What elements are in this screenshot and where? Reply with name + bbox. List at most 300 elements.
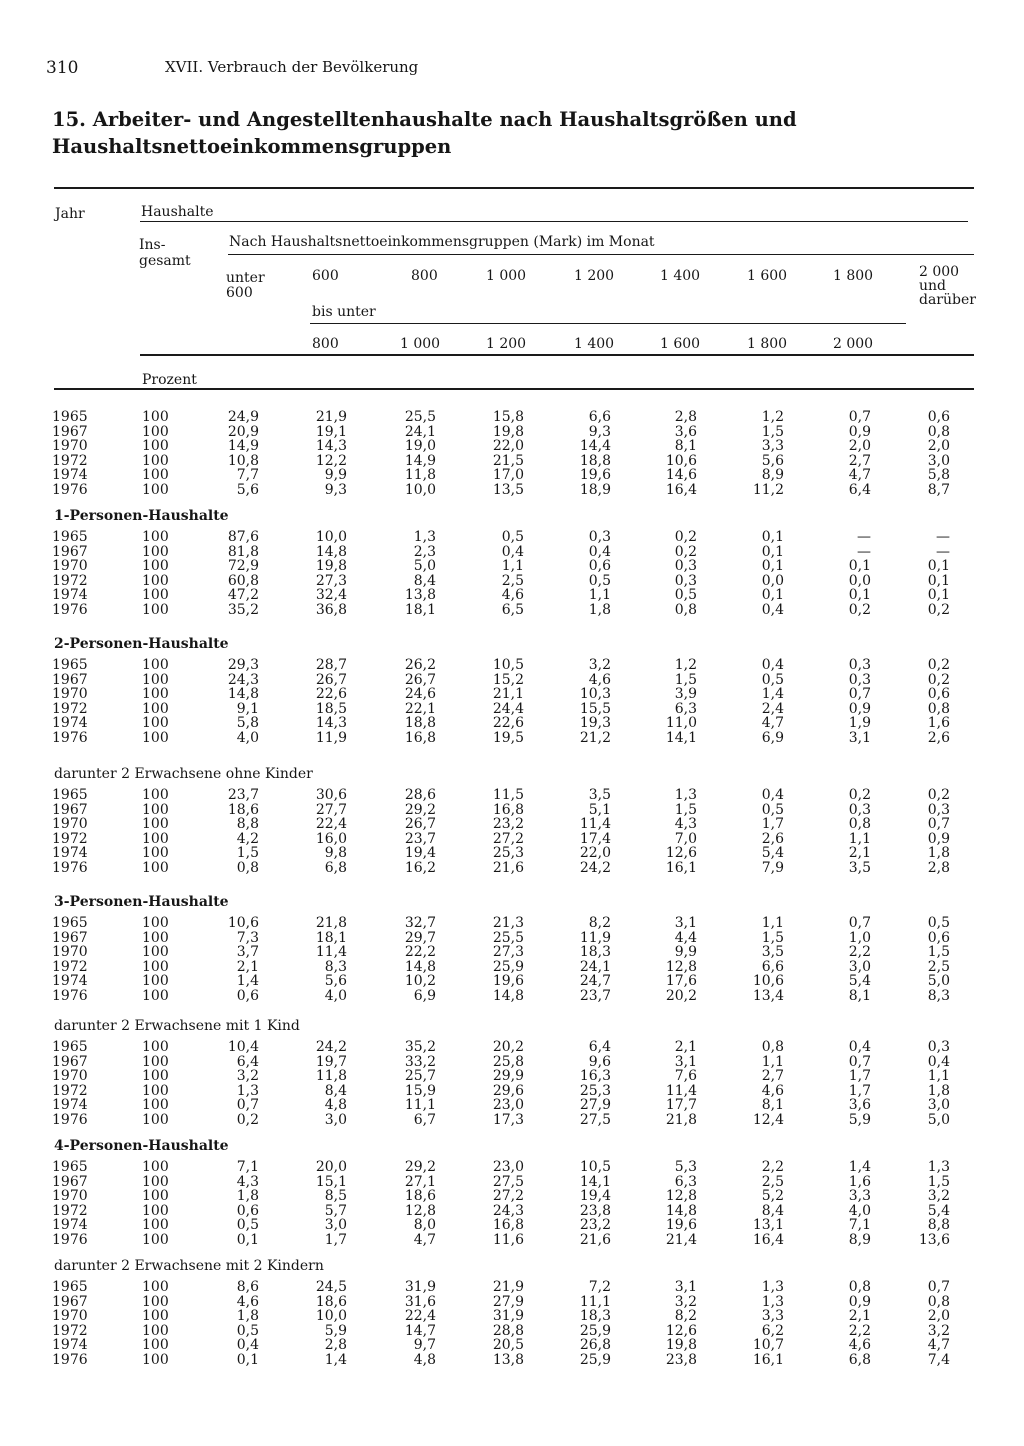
value-cell: 4,3: [236, 1173, 259, 1190]
year-cell: 1967: [52, 929, 88, 946]
year-cell: 1967: [52, 1053, 88, 1070]
value-cell: 1,3: [413, 529, 436, 545]
value-cell: 1,1: [501, 558, 524, 574]
year-cell: 1970: [52, 1308, 88, 1324]
value-cell: 1,9: [848, 715, 871, 731]
value-cell: 10,6: [752, 973, 784, 989]
value-cell: 22,6: [315, 686, 347, 702]
year-cell: 1965: [52, 529, 88, 545]
value-cell: 7,4: [927, 1351, 950, 1368]
value-cell: 27,9: [492, 1293, 524, 1310]
value-cell: 8,9: [761, 467, 784, 483]
table-top-rule: [54, 187, 974, 189]
value-cell: 60,8: [227, 572, 259, 589]
value-cell: 19,3: [579, 715, 611, 731]
year-cell: 1965: [52, 657, 88, 673]
year-cell: 1974: [52, 715, 88, 731]
value-cell: 1,1: [848, 830, 871, 847]
value-cell: 6,2: [761, 1322, 784, 1339]
value-cell: 23,0: [492, 1097, 524, 1113]
value-cell: 0,2: [927, 657, 950, 673]
value-cell: 21,6: [579, 1231, 611, 1248]
value-cell: 0,1: [236, 1351, 259, 1368]
value-cell: 31,9: [492, 1308, 524, 1324]
value-cell: 3,1: [848, 729, 871, 746]
value-cell: 0,5: [588, 572, 611, 589]
header-2000-und-darueber: 2 000 und darüber: [919, 264, 976, 308]
value-cell: 1,2: [674, 657, 697, 673]
value-cell: 13,1: [752, 1217, 784, 1233]
year-cell: 1972: [52, 1202, 88, 1219]
value-cell: 8,9: [848, 1231, 871, 1248]
total-cell: 100: [142, 944, 169, 960]
value-cell: 29,7: [404, 929, 436, 946]
value-cell: 3,0: [927, 1097, 950, 1113]
value-cell: 0,4: [848, 1039, 871, 1055]
value-cell: 2,5: [501, 572, 524, 589]
value-cell: 8,1: [848, 987, 871, 1004]
value-cell: 8,8: [927, 1217, 950, 1233]
value-cell: 1,8: [236, 1188, 259, 1204]
value-cell: 11,0: [665, 715, 697, 731]
value-cell: 15,9: [404, 1082, 436, 1099]
total-cell: 100: [142, 1217, 169, 1233]
value-cell: 28,8: [492, 1322, 524, 1339]
value-cell: 21,8: [315, 915, 347, 931]
value-cell: 36,8: [315, 601, 347, 618]
value-cell: 21,2: [579, 729, 611, 746]
year-cell: 1972: [52, 830, 88, 847]
value-cell: 1,5: [761, 929, 784, 946]
total-cell: 100: [142, 816, 169, 832]
value-cell: 0,7: [848, 686, 871, 702]
total-cell: 100: [142, 830, 169, 847]
value-cell: 3,2: [588, 657, 611, 673]
value-cell: 0,8: [927, 1293, 950, 1310]
value-cell: 12,8: [404, 1202, 436, 1219]
value-cell: 10,6: [227, 915, 259, 931]
total-cell: 100: [142, 543, 169, 560]
value-cell: 4,8: [413, 1351, 436, 1368]
value-cell: 0,5: [761, 801, 784, 818]
value-cell: 0,8: [761, 1039, 784, 1055]
header-insgesamt: Ins- gesamt: [139, 237, 191, 269]
value-cell: 3,5: [848, 859, 871, 876]
value-cell: 2,8: [927, 859, 950, 876]
value-cell: 32,7: [404, 915, 436, 931]
value-cell: 22,2: [404, 944, 436, 960]
value-cell: 11,1: [404, 1097, 436, 1113]
value-cell: 3,7: [236, 944, 259, 960]
value-cell: 18,3: [579, 1308, 611, 1324]
value-cell: 16,4: [665, 481, 697, 498]
header-upper-bound: 1 200: [486, 336, 527, 352]
header-bis-unter: bis unter: [312, 304, 376, 320]
value-cell: 1,6: [927, 715, 950, 731]
total-cell: 100: [142, 572, 169, 589]
year-cell: 1970: [52, 1188, 88, 1204]
value-cell: 10,0: [315, 1308, 347, 1324]
total-cell: 100: [142, 1159, 169, 1175]
value-cell: 26,7: [315, 671, 347, 688]
value-cell: 0,9: [927, 830, 950, 847]
value-cell: 2,5: [761, 1173, 784, 1190]
total-cell: 100: [142, 845, 169, 861]
year-cell: 1972: [52, 452, 88, 469]
value-cell: 25,3: [492, 845, 524, 861]
year-cell: 1970: [52, 1068, 88, 1084]
header-lower-bound: 1 400: [660, 268, 701, 284]
value-cell: 0,2: [236, 1111, 259, 1128]
value-cell: 21,9: [315, 409, 347, 425]
value-cell: 2,0: [927, 1308, 950, 1324]
value-cell: 17,0: [492, 467, 524, 483]
value-cell: 11,8: [315, 1068, 347, 1084]
value-cell: 14,6: [665, 467, 697, 483]
value-cell: 16,8: [492, 801, 524, 818]
value-cell: 2,8: [674, 409, 697, 425]
value-cell: 5,9: [848, 1111, 871, 1128]
value-cell: 22,4: [315, 816, 347, 832]
value-cell: 8,1: [674, 438, 697, 454]
year-cell: 1970: [52, 944, 88, 960]
value-cell: 3,0: [848, 958, 871, 975]
value-cell: 2,1: [848, 845, 871, 861]
value-cell: 0,2: [674, 529, 697, 545]
value-cell: 26,7: [404, 671, 436, 688]
header-lower-bound: 1 000: [486, 268, 527, 284]
value-cell: 27,1: [404, 1173, 436, 1190]
value-cell: —: [857, 543, 871, 560]
year-cell: 1976: [52, 859, 88, 876]
value-cell: 15,8: [492, 409, 524, 425]
year-cell: 1965: [52, 409, 88, 425]
value-cell: 13,8: [404, 587, 436, 603]
value-cell: 1,4: [761, 686, 784, 702]
header-lower-bound: 800: [411, 268, 438, 284]
year-cell: 1974: [52, 1217, 88, 1233]
value-cell: 24,2: [579, 859, 611, 876]
total-cell: 100: [142, 1202, 169, 1219]
value-cell: 22,6: [492, 715, 524, 731]
year-cell: 1965: [52, 1279, 88, 1295]
value-cell: 0,3: [848, 657, 871, 673]
value-cell: 28,6: [404, 787, 436, 803]
header-nach-gruppen: Nach Haushaltsnettoeinkommensgruppen (Mark) im Monat: [229, 234, 655, 250]
value-cell: 6,7: [413, 1111, 436, 1128]
value-cell: 0,5: [236, 1217, 259, 1233]
section-label: 1-Personen-Haushalte: [54, 508, 229, 524]
value-cell: 20,0: [315, 1159, 347, 1175]
total-cell: 100: [142, 657, 169, 673]
year-cell: 1965: [52, 1159, 88, 1175]
value-cell: 17,7: [665, 1097, 697, 1113]
value-cell: 2,6: [761, 830, 784, 847]
header-rule-haushalte: [140, 221, 968, 222]
section-label: darunter 2 Erwachsene mit 1 Kind: [54, 1018, 300, 1034]
value-cell: 3,1: [674, 1279, 697, 1295]
value-cell: 25,8: [492, 1053, 524, 1070]
value-cell: 0,7: [848, 915, 871, 931]
year-cell: 1974: [52, 1097, 88, 1113]
value-cell: 8,8: [236, 816, 259, 832]
value-cell: 13,4: [752, 987, 784, 1004]
total-cell: 100: [142, 1322, 169, 1339]
value-cell: 20,5: [492, 1337, 524, 1353]
header-lower-bound: 1 600: [747, 268, 788, 284]
value-cell: 14,8: [315, 543, 347, 560]
year-cell: 1965: [52, 1039, 88, 1055]
value-cell: 0,5: [761, 671, 784, 688]
value-cell: 1,5: [674, 801, 697, 818]
year-cell: 1972: [52, 700, 88, 717]
year-cell: 1967: [52, 671, 88, 688]
value-cell: 20,9: [227, 423, 259, 440]
value-cell: 3,3: [761, 438, 784, 454]
value-cell: 5,0: [413, 558, 436, 574]
value-cell: 0,3: [674, 572, 697, 589]
value-cell: 14,8: [492, 987, 524, 1004]
year-cell: 1967: [52, 423, 88, 440]
value-cell: 0,9: [848, 423, 871, 440]
value-cell: 3,5: [761, 944, 784, 960]
value-cell: 7,9: [761, 859, 784, 876]
year-cell: 1974: [52, 1337, 88, 1353]
total-cell: 100: [142, 1173, 169, 1190]
value-cell: 33,2: [404, 1053, 436, 1070]
value-cell: 4,3: [674, 816, 697, 832]
value-cell: 0,9: [848, 1293, 871, 1310]
value-cell: 1,4: [324, 1351, 347, 1368]
header-upper-bound: 1 400: [574, 336, 615, 352]
header-upper-bound: 1 800: [747, 336, 788, 352]
value-cell: 27,2: [492, 1188, 524, 1204]
section-label: 2-Personen-Haushalte: [54, 636, 229, 652]
value-cell: 24,3: [227, 671, 259, 688]
value-cell: 5,9: [324, 1322, 347, 1339]
value-cell: 6,4: [848, 481, 871, 498]
total-cell: 100: [142, 1293, 169, 1310]
value-cell: 0,3: [848, 671, 871, 688]
value-cell: 14,9: [227, 438, 259, 454]
total-cell: 100: [142, 686, 169, 702]
value-cell: 0,4: [761, 657, 784, 673]
total-cell: 100: [142, 1308, 169, 1324]
total-cell: 100: [142, 671, 169, 688]
chapter-heading: XVII. Verbrauch der Bevölkerung: [165, 58, 419, 76]
total-cell: 100: [142, 438, 169, 454]
total-cell: 100: [142, 601, 169, 618]
header-upper-bound: 800: [312, 336, 339, 352]
total-cell: 100: [142, 452, 169, 469]
value-cell: 7,6: [674, 1068, 697, 1084]
value-cell: 1,7: [324, 1231, 347, 1248]
value-cell: 21,8: [665, 1111, 697, 1128]
value-cell: 8,5: [324, 1188, 347, 1204]
value-cell: 5,8: [927, 467, 950, 483]
value-cell: 24,1: [579, 958, 611, 975]
value-cell: 3,2: [927, 1322, 950, 1339]
value-cell: 0,4: [927, 1053, 950, 1070]
value-cell: 9,7: [413, 1337, 436, 1353]
value-cell: 0,2: [927, 787, 950, 803]
year-cell: 1974: [52, 587, 88, 603]
value-cell: 4,0: [324, 987, 347, 1004]
value-cell: 19,6: [492, 973, 524, 989]
year-cell: 1976: [52, 481, 88, 498]
year-cell: 1976: [52, 729, 88, 746]
value-cell: 10,2: [404, 973, 436, 989]
value-cell: 25,7: [404, 1068, 436, 1084]
value-cell: 0,3: [674, 558, 697, 574]
value-cell: 20,2: [665, 987, 697, 1004]
value-cell: 5,0: [927, 973, 950, 989]
year-cell: 1974: [52, 467, 88, 483]
value-cell: 10,8: [227, 452, 259, 469]
value-cell: 14,7: [404, 1322, 436, 1339]
value-cell: 11,8: [404, 467, 436, 483]
value-cell: 0,7: [236, 1097, 259, 1113]
value-cell: 8,3: [324, 958, 347, 975]
value-cell: 2,0: [927, 438, 950, 454]
value-cell: 16,1: [665, 859, 697, 876]
value-cell: 22,0: [579, 845, 611, 861]
total-cell: 100: [142, 558, 169, 574]
value-cell: 18,1: [404, 601, 436, 618]
value-cell: 0,4: [761, 601, 784, 618]
value-cell: 9,9: [324, 467, 347, 483]
value-cell: 2,8: [324, 1337, 347, 1353]
value-cell: 18,5: [315, 700, 347, 717]
value-cell: 7,2: [588, 1279, 611, 1295]
value-cell: 2,3: [413, 543, 436, 560]
value-cell: 25,9: [579, 1351, 611, 1368]
header-rule-gruppen: [228, 254, 974, 255]
value-cell: 2,2: [848, 944, 871, 960]
value-cell: 6,5: [501, 601, 524, 618]
value-cell: 0,2: [674, 543, 697, 560]
total-cell: 100: [142, 481, 169, 498]
value-cell: 2,1: [236, 958, 259, 975]
value-cell: 0,0: [848, 572, 871, 589]
value-cell: 1,2: [761, 409, 784, 425]
total-cell: 100: [142, 467, 169, 483]
value-cell: 1,1: [927, 1068, 950, 1084]
value-cell: 0,1: [848, 558, 871, 574]
value-cell: 0,8: [848, 1279, 871, 1295]
value-cell: 10,5: [492, 657, 524, 673]
value-cell: 2,1: [848, 1308, 871, 1324]
value-cell: 3,2: [236, 1068, 259, 1084]
value-cell: 0,4: [588, 543, 611, 560]
value-cell: 1,1: [761, 915, 784, 931]
value-cell: 1,3: [236, 1082, 259, 1099]
value-cell: 0,1: [927, 558, 950, 574]
value-cell: 3,2: [674, 1293, 697, 1310]
total-cell: 100: [142, 409, 169, 425]
value-cell: 9,3: [588, 423, 611, 440]
value-cell: 5,6: [236, 481, 259, 498]
total-cell: 100: [142, 859, 169, 876]
year-cell: 1970: [52, 438, 88, 454]
value-cell: 1,7: [848, 1082, 871, 1099]
value-cell: 14,1: [665, 729, 697, 746]
value-cell: 0,2: [848, 601, 871, 618]
value-cell: 15,2: [492, 671, 524, 688]
value-cell: 8,1: [761, 1097, 784, 1113]
value-cell: 19,0: [404, 438, 436, 454]
value-cell: 18,6: [315, 1293, 347, 1310]
value-cell: 11,4: [579, 816, 611, 832]
value-cell: 4,6: [848, 1337, 871, 1353]
value-cell: 21,9: [492, 1279, 524, 1295]
value-cell: 2,2: [761, 1159, 784, 1175]
value-cell: 0,6: [927, 409, 950, 425]
value-cell: 12,4: [752, 1111, 784, 1128]
total-cell: 100: [142, 1039, 169, 1055]
value-cell: 3,3: [848, 1188, 871, 1204]
header-bottom-rule: [54, 388, 974, 390]
year-cell: 1970: [52, 558, 88, 574]
value-cell: 10,7: [752, 1337, 784, 1353]
header-unter-600: unter 600: [226, 270, 265, 301]
value-cell: 29,9: [492, 1068, 524, 1084]
value-cell: 0,7: [927, 816, 950, 832]
value-cell: 4,7: [848, 467, 871, 483]
value-cell: 17,4: [579, 830, 611, 847]
value-cell: 5,4: [927, 1202, 950, 1219]
value-cell: 0,2: [848, 787, 871, 803]
total-cell: 100: [142, 1188, 169, 1204]
value-cell: 26,2: [404, 657, 436, 673]
value-cell: 1,6: [848, 1173, 871, 1190]
year-cell: 1972: [52, 1322, 88, 1339]
value-cell: 4,7: [761, 715, 784, 731]
header-lower-bound: 1 200: [574, 268, 615, 284]
year-cell: 1976: [52, 1351, 88, 1368]
value-cell: 11,9: [315, 729, 347, 746]
value-cell: 8,3: [927, 987, 950, 1004]
value-cell: 6,8: [848, 1351, 871, 1368]
value-cell: 1,4: [848, 1159, 871, 1175]
value-cell: 19,8: [315, 558, 347, 574]
value-cell: 23,0: [492, 1159, 524, 1175]
value-cell: 18,6: [227, 801, 259, 818]
value-cell: 8,2: [588, 915, 611, 931]
value-cell: 0,4: [761, 787, 784, 803]
value-cell: 1,7: [848, 1068, 871, 1084]
value-cell: 5,1: [588, 801, 611, 818]
value-cell: 8,0: [413, 1217, 436, 1233]
value-cell: 14,3: [315, 438, 347, 454]
value-cell: 0,3: [588, 529, 611, 545]
value-cell: 0,6: [236, 987, 259, 1004]
value-cell: 29,2: [404, 1159, 436, 1175]
value-cell: 10,3: [579, 686, 611, 702]
value-cell: 0,8: [674, 601, 697, 618]
total-cell: 100: [142, 787, 169, 803]
value-cell: 2,6: [927, 729, 950, 746]
value-cell: —: [936, 543, 950, 560]
value-cell: 3,2: [927, 1188, 950, 1204]
value-cell: 11,4: [315, 944, 347, 960]
value-cell: 23,8: [665, 1351, 697, 1368]
value-cell: 4,0: [236, 729, 259, 746]
value-cell: 1,5: [927, 944, 950, 960]
value-cell: 1,3: [761, 1279, 784, 1295]
value-cell: 25,9: [579, 1322, 611, 1339]
value-cell: 0,4: [236, 1337, 259, 1353]
